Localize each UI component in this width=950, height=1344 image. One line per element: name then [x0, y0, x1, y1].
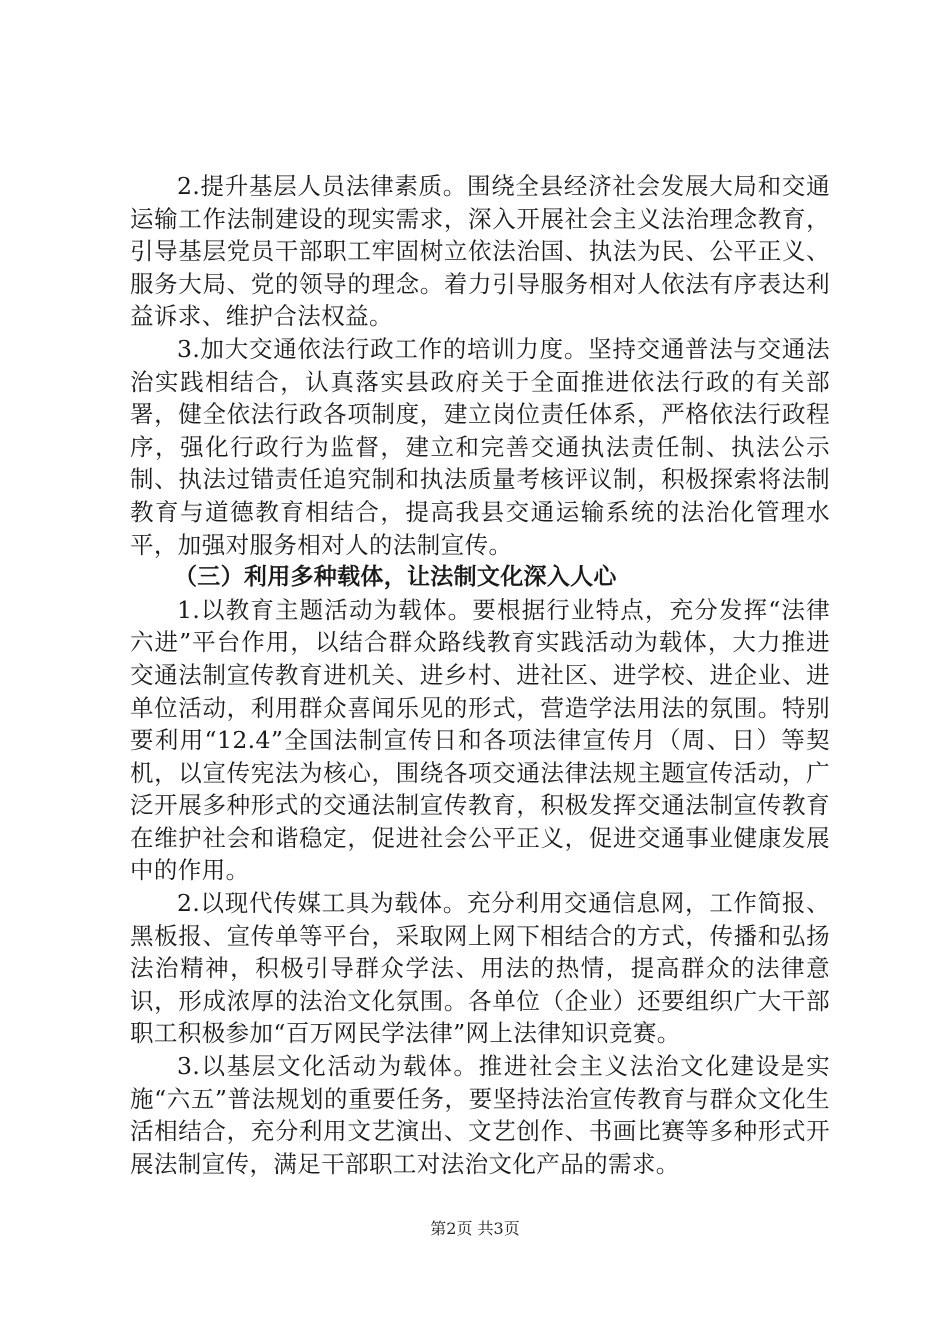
paragraph-grassroots-culture: 3.以基层文化活动为载体。推进社会主义法治文化建设是实施“六五”普法规划的重要任务，要坚持法治宣传教育与群众文化生活相结合，充分利用文艺演出、文艺创作、书画比赛等多种形式开展法制宣传，满足干部职工对法治文化产品的需求。: [130, 1052, 830, 1178]
document-body: [130, 170, 830, 1180]
page-number-footer: 第2页 共3页: [430, 1219, 520, 1238]
section-heading-carriers: （三）利用多种载体，让法制文化深入人心: [174, 564, 617, 591]
paragraph-legal-literacy: 2.提升基层人员法律素质。围绕全县经济社会发展大局和交通运输工作法制建设的现实需求，深入开展社会主义法治理念教育，引导基层党员干部职工牢固树立依法治国、执法为民、公平正义、服务大局、党的领导的理念。着力引导服务相对人依法有序表达利益诉求、维护合法权益。: [130, 172, 830, 331]
paragraph-education-activities: 1.以教育主题活动为载体。要根据行业特点，充分发挥“法律六进”平台作用，以结合群众路线教育实践活动为载体，大力推进交通法制宣传教育进机关、进乡村、进社区、进学校、进企业、进单位活动，利用群众喜闻乐见的形式，营造学法用法的氛围。特别要利用“12.4”全国法制宣传日和各项法律宣传月（周、日）等契机，以宣传宪法为核心，围绕各项交通法律法规主题宣传活动，广泛开展多种形式的交通法制宣传教育，积极发挥交通法制宣传教育在维护社会和谐稳定，促进社会公平正义，促进交通事业健康发展中的作用。: [130, 595, 830, 885]
paragraph-modern-media: 2.以现代传媒工具为载体。充分利用交通信息网，工作简报、黑板报、宣传单等平台，采取网上网下相结合的方式，传播和弘扬法治精神，积极引导群众学法、用法的热情，提高群众的法律意识，形成浓厚的法治文化氛围。各单位（企业）还要组织广大干部职工积极参加“百万网民学法律”网上法律知识竞赛。: [130, 889, 830, 1048]
paragraph-administration-training: 3.加大交通依法行政工作的培训力度。坚持交通普法与交通法治实践相结合，认真落实县政府关于全面推进依法行政的有关部署，健全依法行政各项制度，建立岗位责任体系，严格依法行政程序，强化行政行为监督，建立和完善交通执法责任制、执法公示制、执法过错责任追究制和执法质量考核评议制，积极探索将法制教育与道德教育相结合，提高我县交通运输系统的法治化管理水平，加强对服务相对人的法制宣传。: [130, 334, 830, 559]
